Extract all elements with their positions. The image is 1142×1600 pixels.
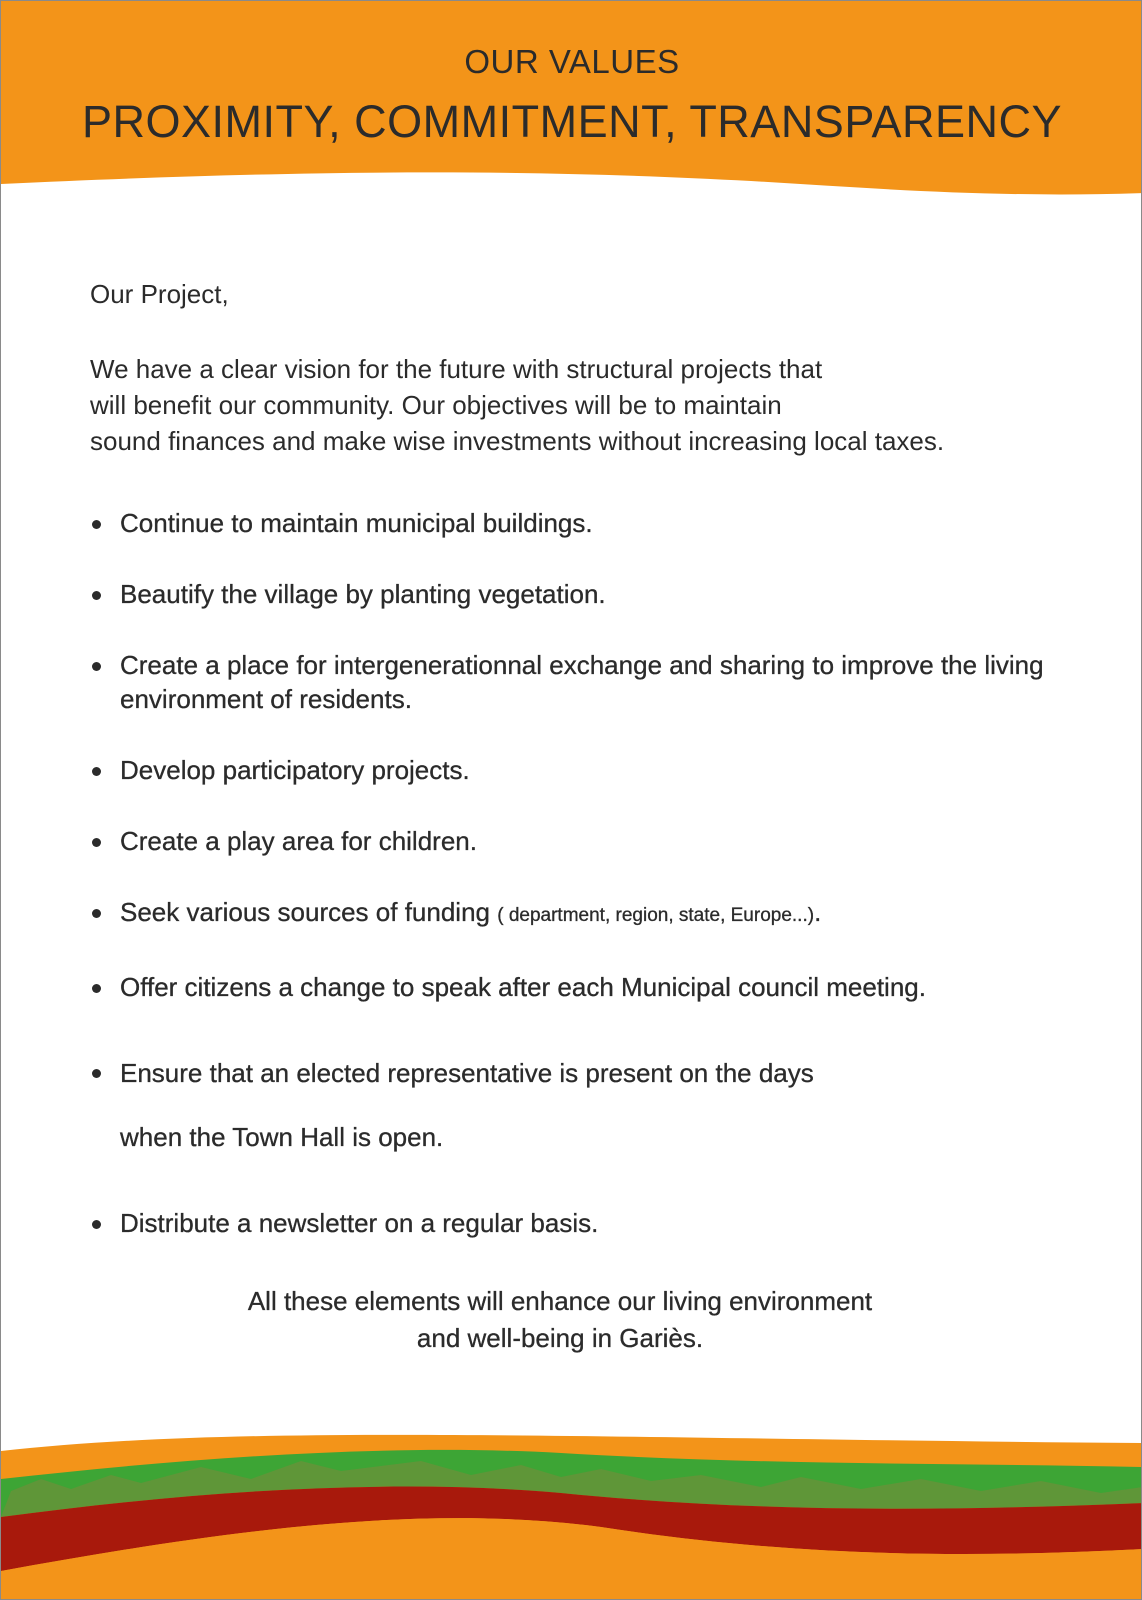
- conclusion-line: All these elements will enhance our living environment: [247, 1286, 873, 1316]
- values-kicker: OUR VALUES: [464, 43, 680, 80]
- project-greeting: Our Project,: [90, 279, 229, 309]
- goal-text: Develop participatory projects.: [120, 755, 470, 785]
- goal-text: Continue to maintain municipal buildings.: [120, 508, 593, 538]
- goal-item: [90, 506, 1130, 540]
- project-intro: [90, 351, 1090, 459]
- bullet-icon: [92, 1069, 101, 1078]
- goal-item: [90, 1041, 1130, 1169]
- goal-text: Seek various sources of funding: [120, 897, 490, 927]
- goal-item: [90, 895, 1130, 933]
- goal-text: Offer citizens a change to speak after each Municipal council meeting.: [120, 972, 926, 1002]
- conclusion: [1, 1283, 1119, 1357]
- goal-text: Create a place for intergenerationnal exchange and sharing to improve the living environment of residents.: [120, 650, 1044, 714]
- bullet-icon: [92, 1220, 101, 1229]
- goal-note: ( department, region, state, Europe...): [497, 905, 815, 926]
- bullet-icon: [92, 767, 101, 776]
- goal-item: [90, 824, 1130, 858]
- goal-text: Distribute a newsletter on a regular basis.: [120, 1208, 599, 1238]
- goal-text-line: when the Town Hall is open.: [120, 1122, 444, 1152]
- goals-list: [90, 506, 1130, 1277]
- conclusion-line: and well-being in Gariès.: [416, 1323, 704, 1353]
- values-headline: PROXIMITY, COMMITMENT, TRANSPARENCY: [81, 96, 1063, 147]
- goal-item: [90, 577, 1130, 611]
- bullet-icon: [92, 591, 101, 600]
- goal-end: .: [814, 897, 822, 927]
- goal-item: [90, 1206, 1130, 1240]
- goal-text: Beautify the village by planting vegetation.: [120, 579, 606, 609]
- bullet-icon: [92, 838, 101, 847]
- bullet-icon: [92, 984, 101, 993]
- bullet-icon: [92, 520, 101, 529]
- goal-item: [90, 753, 1130, 787]
- goal-item: [90, 648, 1130, 716]
- footer-landscape-wave: [1, 1431, 1142, 1600]
- intro-line: We have a clear vision for the future with structural projects that: [90, 354, 823, 384]
- intro-line: will benefit our community. Our objectives will be to maintain: [90, 390, 782, 420]
- bullet-icon: [92, 909, 101, 918]
- goal-item: [90, 970, 1130, 1004]
- intro-line: sound finances and make wise investments without increasing local taxes.: [90, 426, 945, 456]
- goal-text: Create a play area for children.: [120, 826, 477, 856]
- bullet-icon: [92, 662, 101, 671]
- goal-text-line: Ensure that an elected representative is present on the days: [120, 1058, 814, 1088]
